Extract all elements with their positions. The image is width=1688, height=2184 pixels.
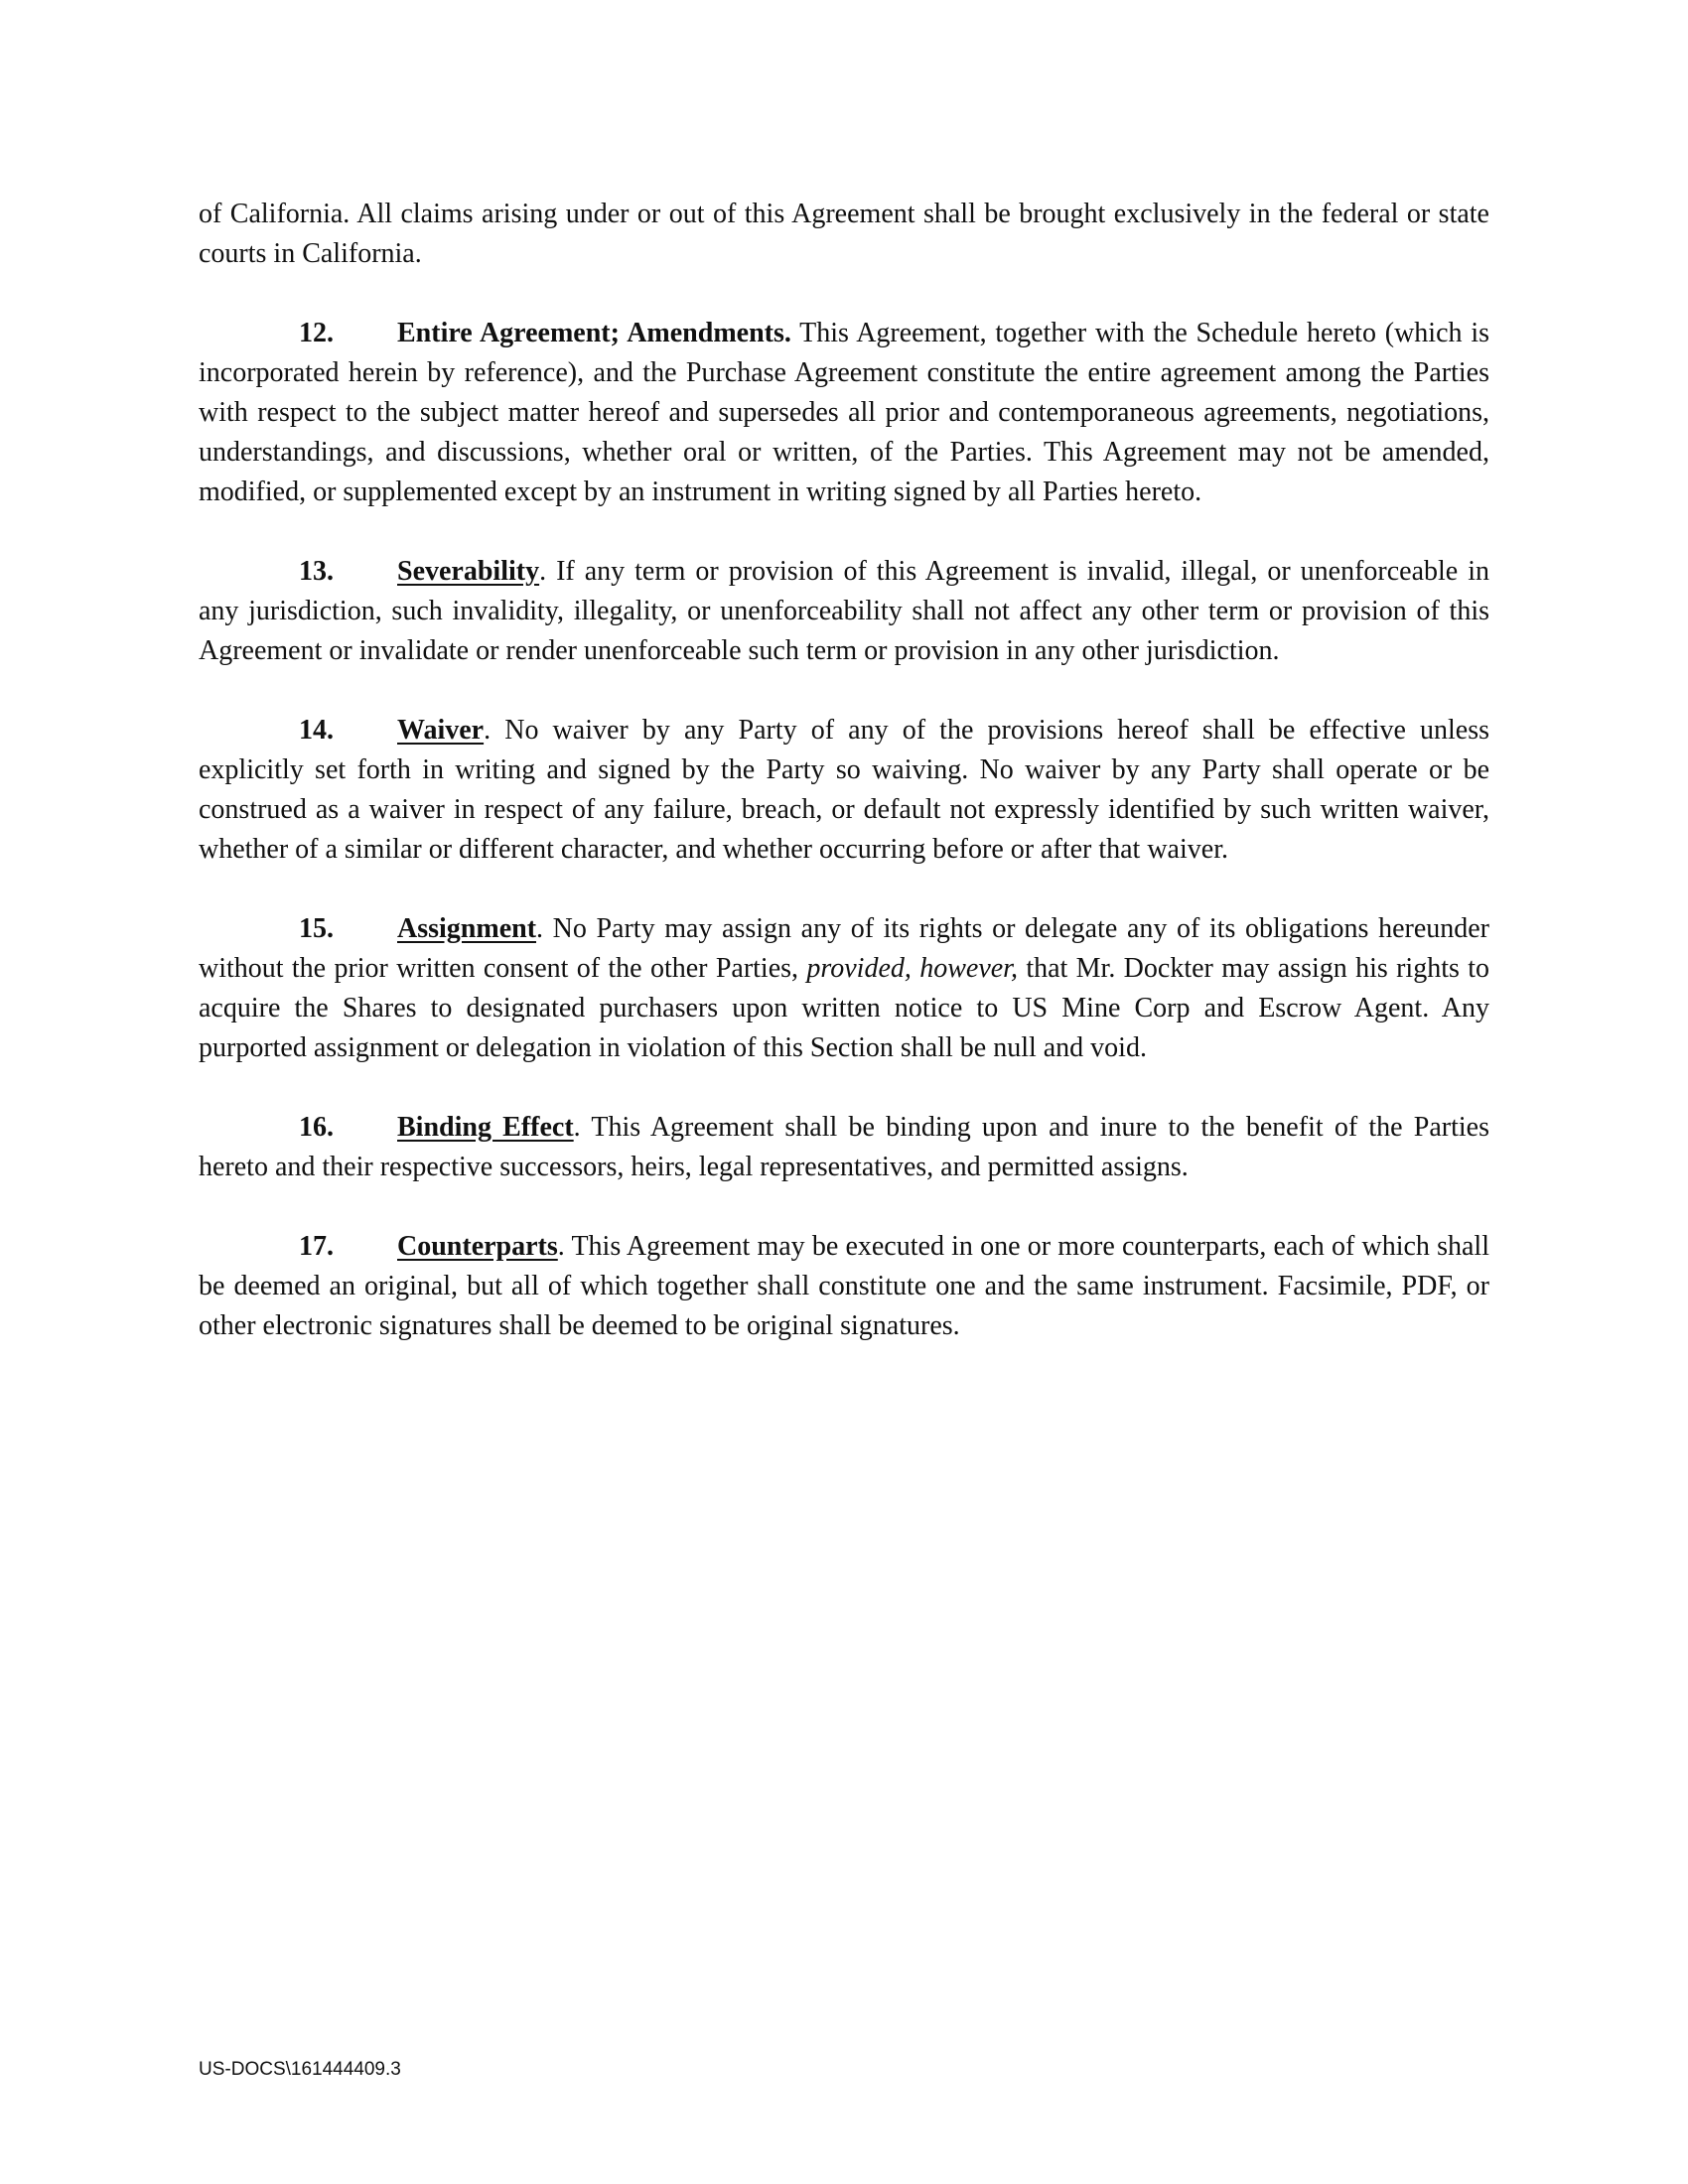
- section-12: [199, 314, 1489, 512]
- section-body-start: No Party may assign any of its rights or delegate any of its obligations hereunder without the prior written consent of the other Parties,: [199, 913, 1489, 984]
- section-16: 16. Binding Effect. This Agreement shall be binding upon and inure to the benefit of the Parties hereto and their respective successors, heirs, legal representatives, and permitted assigns.: [199, 1108, 1489, 1187]
- section-body-end: that Mr. Dockter may assign his rights to acquire the Shares to designated purchasers upon written notice to US Mine Corp and Escrow Agent. Any purported assignment or delegation in violation of this Section shall be null and void.: [199, 953, 1489, 1063]
- section-body: If any term or provision of this Agreement is invalid, illegal, or unenforceable in any jurisdiction, such invalidity, illegality, or unenforceability shall not affect any other term or provision of this Agreement or invalidate or render unenforceable such term or provision in any other jurisdiction.: [199, 556, 1489, 666]
- section-heading: Severability: [397, 556, 540, 587]
- section-body: This Agreement may be executed in one or more counterparts, each of which shall be deemed an original, but all of which together shall constitute one and the same instrument. Facsimile, PDF, or other electronic signatures shall be deemed to be original signatures.: [199, 1231, 1489, 1341]
- section-heading: Waiver: [397, 715, 485, 746]
- section-13: 13. Severability. If any term or provision of this Agreement is invalid, illegal, or unenforceable in any jurisdiction, such invalidity, illegality, or unenforceability shall not affect any other term or provision of this Agreement or invalidate or render unenforceable such term or provision in any other jurisdiction.: [199, 552, 1489, 671]
- section-body: This Agreement, together with the Schedule hereto (which is incorporated herein by reference), and the Purchase Agreement constitute the entire agreement among the Parties with respect to the subject matter hereof and supersedes all prior and contemporaneous agreements, negotiations, understandings, and discussions, whether oral or written, of the Parties. This Agreement may not be amended, modified, or supplemented except by an instrument in writing signed by all Parties hereto.: [199, 318, 1489, 507]
- section-number: 14.: [299, 715, 334, 746]
- continuation-paragraph: of California. All claims arising under or out of this Agreement shall be brought exclusively in the federal or state courts in California.: [199, 199, 1489, 269]
- section-17: 17. Counterparts. This Agreement may be executed in one or more counterparts, each of which shall be deemed an original, but all of which together shall constitute one and the same instrument. Facsimile, PDF, or other electronic signatures shall be deemed to be original signatures.: [199, 1227, 1489, 1346]
- section-14: 14. Waiver. No waiver by any Party of any of the provisions hereof shall be effective unless explicitly set forth in writing and signed by the Party so waiving. No waiver by any Party shall operate or be construed as a waiver in respect of any failure, breach, or default not expressly identified by such written waiver, whether of a similar or different character, and whether occurring before or after that waiver.: [199, 711, 1489, 870]
- section-15: 15. Assignment. No Party may assign any of its rights or delegate any of its obligations hereunder without the prior written consent of the other Parties, provided, however, that Mr. Dockter may assign his rights to acquire the Shares to designated purchasers upon written notice to US Mine Corp and Escrow Agent. Any purported assignment or delegation in violation of this Section shall be null and void.: [199, 909, 1489, 1068]
- document-id-footer: US-DOCS\161444409.3: [199, 2059, 401, 2080]
- section-body: No waiver by any Party of any of the provisions hereof shall be effective unless explicitly set forth in writing and signed by the Party so waiving. No waiver by any Party shall operate or be construed as a waiver in respect of any failure, breach, or default not expressly identified by such written waiver, whether of a similar or different character, and whether occurring before or after that waiver.: [199, 715, 1489, 865]
- section-heading: Binding Effect: [397, 1112, 574, 1143]
- document-page: [199, 195, 1489, 1386]
- section-heading: Counterparts: [397, 1231, 558, 1262]
- section-number: 17.: [299, 1231, 334, 1262]
- section-heading: Entire Agreement; Amendments.: [397, 318, 791, 348]
- section-body-italic: provided, however,: [806, 953, 1018, 984]
- section-heading: Assignment: [397, 913, 537, 944]
- section-number: 15.: [299, 913, 334, 944]
- section-number: 12.: [299, 318, 334, 348]
- section-number: 16.: [299, 1112, 334, 1143]
- section-body: This Agreement shall be binding upon and inure to the benefit of the Parties hereto and their respective successors, heirs, legal representatives, and permitted assigns.: [199, 1112, 1489, 1182]
- section-number: 13.: [299, 556, 334, 587]
